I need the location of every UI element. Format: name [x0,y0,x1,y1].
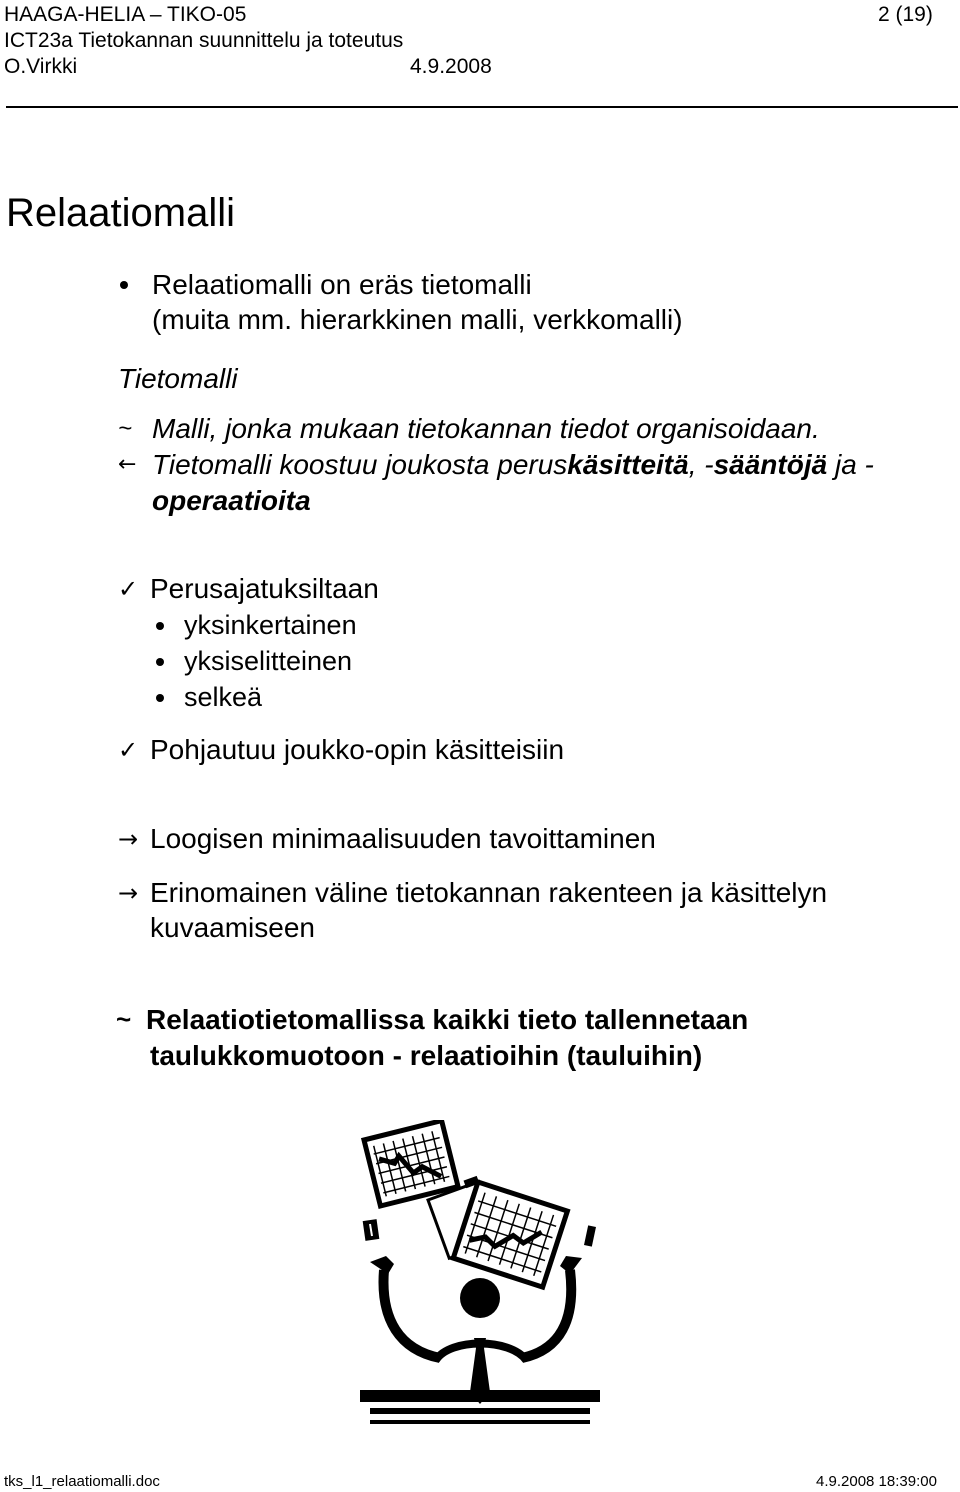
emphasis-term: sääntöjä [713,449,828,480]
footer-filename: tks_l1_relaatiomalli.doc [4,1473,160,1490]
page-title: Relaatiomalli [6,191,235,235]
bullet-icon [156,694,164,702]
emphasis-term: käsitteitä [567,449,689,480]
tilde-icon: ~ [118,415,133,442]
definition-text-part: ja - [827,449,874,480]
principle-item: yksinkertainen [184,610,357,640]
goal-text: Erinomainen väline tietokannan rakenteen ja käsittelyn [150,877,828,908]
juggling-charts-clipart-icon [350,1120,610,1445]
definition-composition [152,448,874,482]
header-course: HAAGA-HELIA – TIKO-05 [4,3,247,26]
principle-item: yksiselitteinen [184,646,353,676]
emphasis-term: operaatioita [152,485,311,516]
footer-timestamp: 4.9.2008 18:39:00 [816,1473,937,1490]
tilde-icon: ~ [116,1004,132,1034]
bullet-text: Relaatiomalli on eräs tietomalli [152,269,532,300]
summary-text: Relaatiotietomallissa kaikki tieto tallennetaan [146,1004,749,1035]
checkmark-icon: ✓ [118,736,139,764]
principle-item: selkeä [184,682,263,712]
checkmark-icon: ✓ [118,575,139,603]
arrow-right-icon: → [118,825,139,853]
header-divider [6,106,958,108]
bullet-icon [156,658,164,666]
definition-text-part: , - [688,449,714,480]
arrow-left-icon: ← [118,452,137,477]
summary-text-continuation: taulukkomuotoon - relaatioihin (tauluihin) [150,1040,703,1071]
basis-text: Pohjautuu joukko-opin käsitteisiin [150,734,565,765]
goal-text: Loogisen minimaalisuuden tavoittaminen [150,823,656,854]
header-date: 4.9.2008 [410,55,492,78]
bullet-icon [156,622,164,630]
bullet-text-continuation: (muita mm. hierarkkinen malli, verkkomalli) [152,304,683,335]
goal-text-continuation: kuvaamiseen [150,912,315,943]
principle-label: Perusajatuksiltaan [150,573,379,604]
header-author: O.Virkki [4,55,78,78]
subheading: Tietomalli [118,363,238,394]
header-page-number: 2 (19) [878,3,933,26]
bullet-icon [120,281,128,289]
arrow-right-icon: → [118,879,139,907]
header-subject: ICT23a Tietokannan suunnittelu ja toteutus [4,29,404,52]
definition-text: Malli, jonka mukaan tietokannan tiedot organisoidaan. [152,413,820,444]
definition-text-part: Tietomalli koostuu joukosta perus [152,449,568,480]
